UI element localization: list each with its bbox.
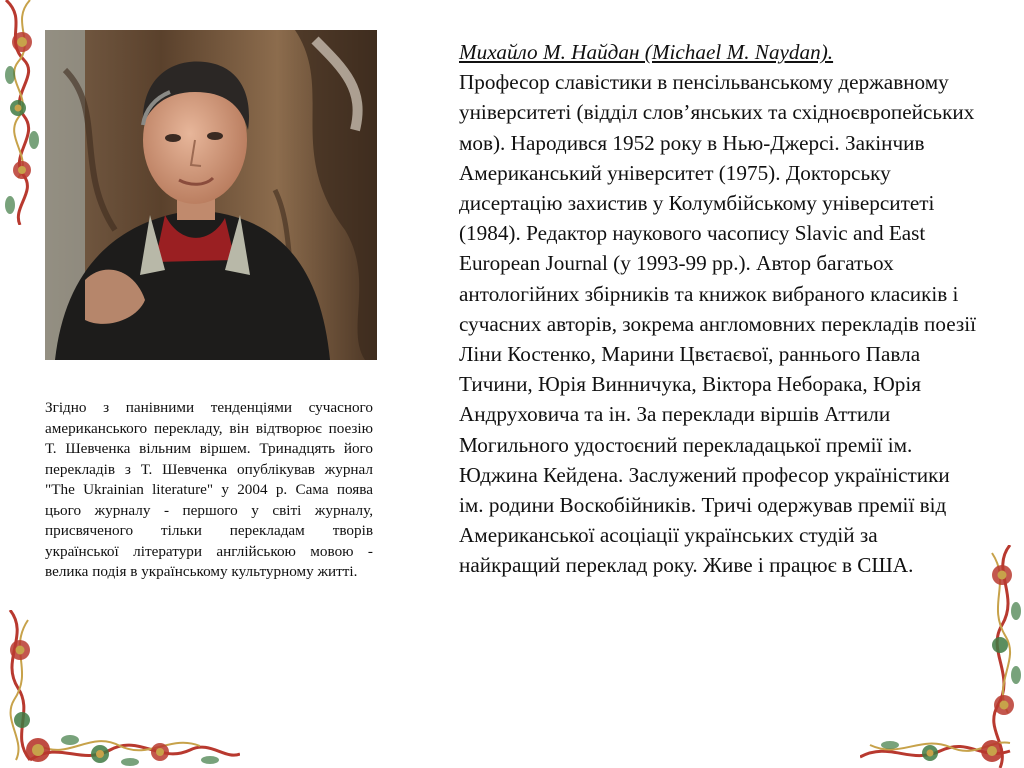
caption-paragraph: Згідно з панівними тенденціями сучасного американського перекладу, він відтворює поезію Т. Шевченка вільним віршем. Тринадцять його перекладів з Т. Шевченка опублікував журнал "The Ukrainian literature" у 2004 р. Сама поява цього журналу - першого у світі журналу, присвяченого тільки перекладам творів української літератури англійською мовою - велика подія в українському культурному житті. bbox=[45, 399, 373, 580]
floral-ornament-top-left bbox=[0, 0, 44, 225]
biography-heading: Михайло М. Найдан (Michael M. Naydan). bbox=[459, 40, 834, 64]
biography-paragraph bbox=[459, 37, 979, 581]
biography-text: Професор славістики в пенсільванському державному університеті (відділ слов’янських та східноєвропейських мов). Народився 1952 року в Нью-Джерсі. Закінчив Американський університет (1975). Докторську дисертацію захистив у Колумбійському університеті (1984). Редактор наукового часопису Slavic and East European Journal (у 1993-99 рр.). Автор багатьох антологійних збірників та книжок вибраного класиків і сучасних авторів, зокрема англомовних перекладів поезії Ліни Костенко, Марини Цвєтаєвої, раннього Павла Тичини, Юрія Винничука, Віктора Неборака, Юрія Андруховича та ін. За переклади віршів Аттили Могильного удостоєний перекладацької премії ім. Юджина Кейдена. Заслужений професор україністики ім. родини Воскобійників. Тричі одержував премії від Американської асоціації українських студій за найкращий переклад року. Живе і працює в США. bbox=[459, 70, 977, 578]
portrait-photo bbox=[45, 30, 377, 360]
floral-ornament-bottom-left bbox=[0, 610, 240, 768]
